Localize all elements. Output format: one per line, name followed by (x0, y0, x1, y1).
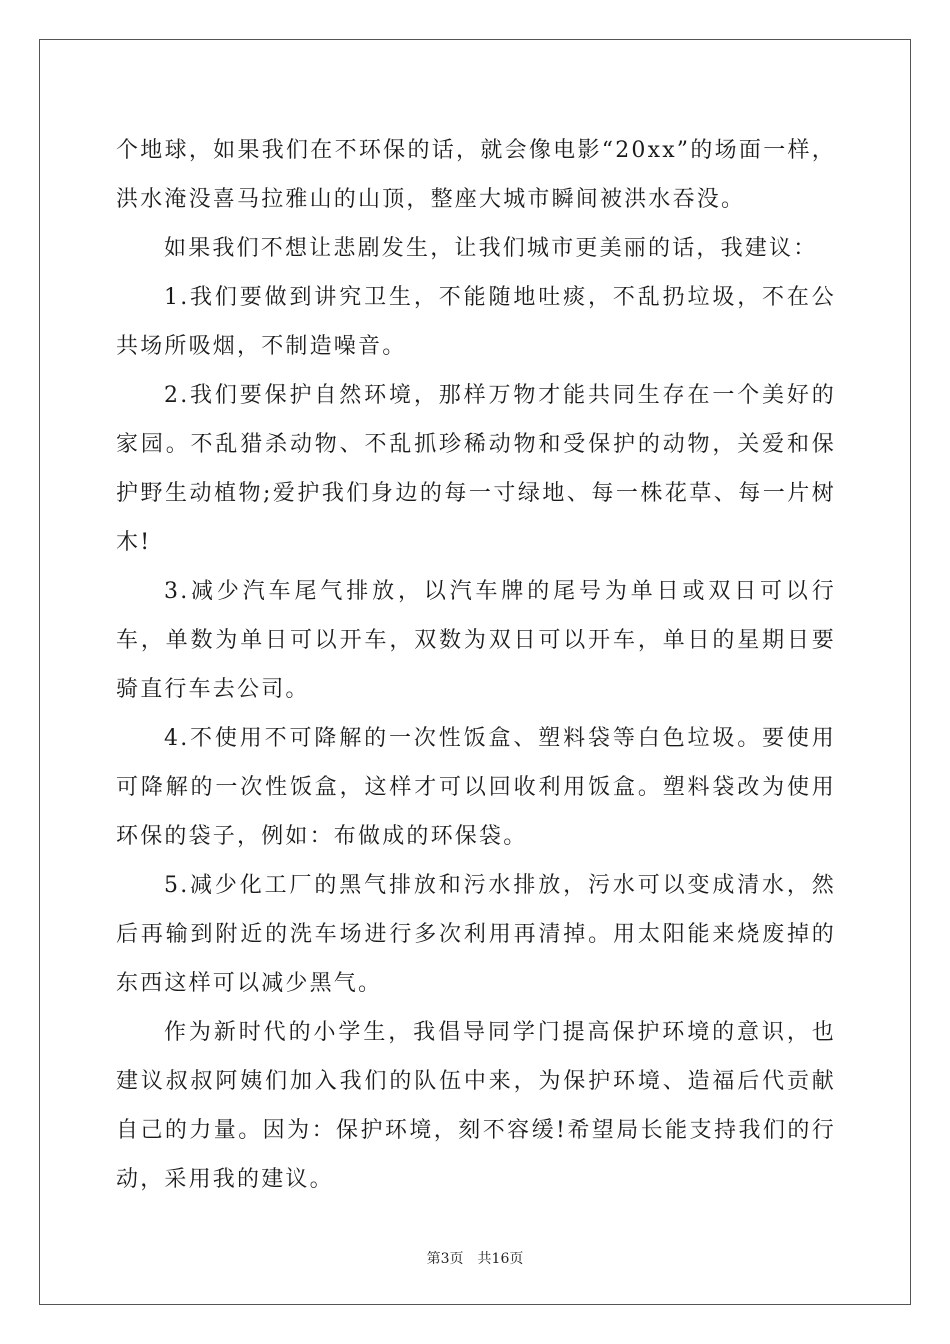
page-footer (0, 1248, 950, 1268)
paragraph-continuation: 个地球，如果我们在不环保的话，就会像电影“20xx”的场面一样，洪水淹没喜马拉雅山的山顶，整座大城市瞬间被洪水吞没。 (116, 138, 836, 212)
paragraph-suggestion-4: 4.不使用不可降解的一次性饭盒、塑料袋等白色垃圾。要使用可降解的一次性饭盒，这样才可以回收利用饭盒。塑料袋改为使用环保的袋子，例如：布做成的环保袋。 (116, 726, 836, 849)
document-body (116, 126, 836, 1204)
paragraph-suggestion-5: 5.减少化工厂的黑气排放和污水排放，污水可以变成清水，然后再输到附近的洗车场进行多次利用再清掉。用太阳能来烧废掉的东西这样可以减少黑气。 (116, 873, 836, 996)
paragraph-suggestion-3: 3.减少汽车尾气排放，以汽车牌的尾号为单日或双日可以行车，单数为单日可以开车，双数为双日可以开车，单日的星期日要骑直行车去公司。 (116, 579, 836, 702)
paragraph-intro-suggestion: 如果我们不想让悲剧发生，让我们城市更美丽的话，我建议： (164, 236, 818, 261)
page-total: 共16页 (477, 1251, 524, 1267)
paragraph-conclusion: 作为新时代的小学生，我倡导同学门提高保护环境的意识，也建议叔叔阿姨们加入我们的队伍中来，为保护环境、造福后代贡献自己的力量。因为：保护环境，刻不容缓!希望局长能支持我们的行动，采用我的建议。 (116, 1020, 836, 1192)
paragraph-suggestion-1: 1.我们要做到讲究卫生，不能随地吐痰，不乱扔垃圾，不在公共场所吸烟，不制造噪音。 (116, 285, 836, 359)
paragraph-suggestion-2: 2.我们要保护自然环境，那样万物才能共同生存在一个美好的家园。不乱猎杀动物、不乱抓珍稀动物和受保护的动物，关爱和保护野生动植物;爱护我们身边的每一寸绿地、每一株花草、每一片树木! (116, 383, 836, 555)
page-number: 第3页 (426, 1251, 464, 1267)
